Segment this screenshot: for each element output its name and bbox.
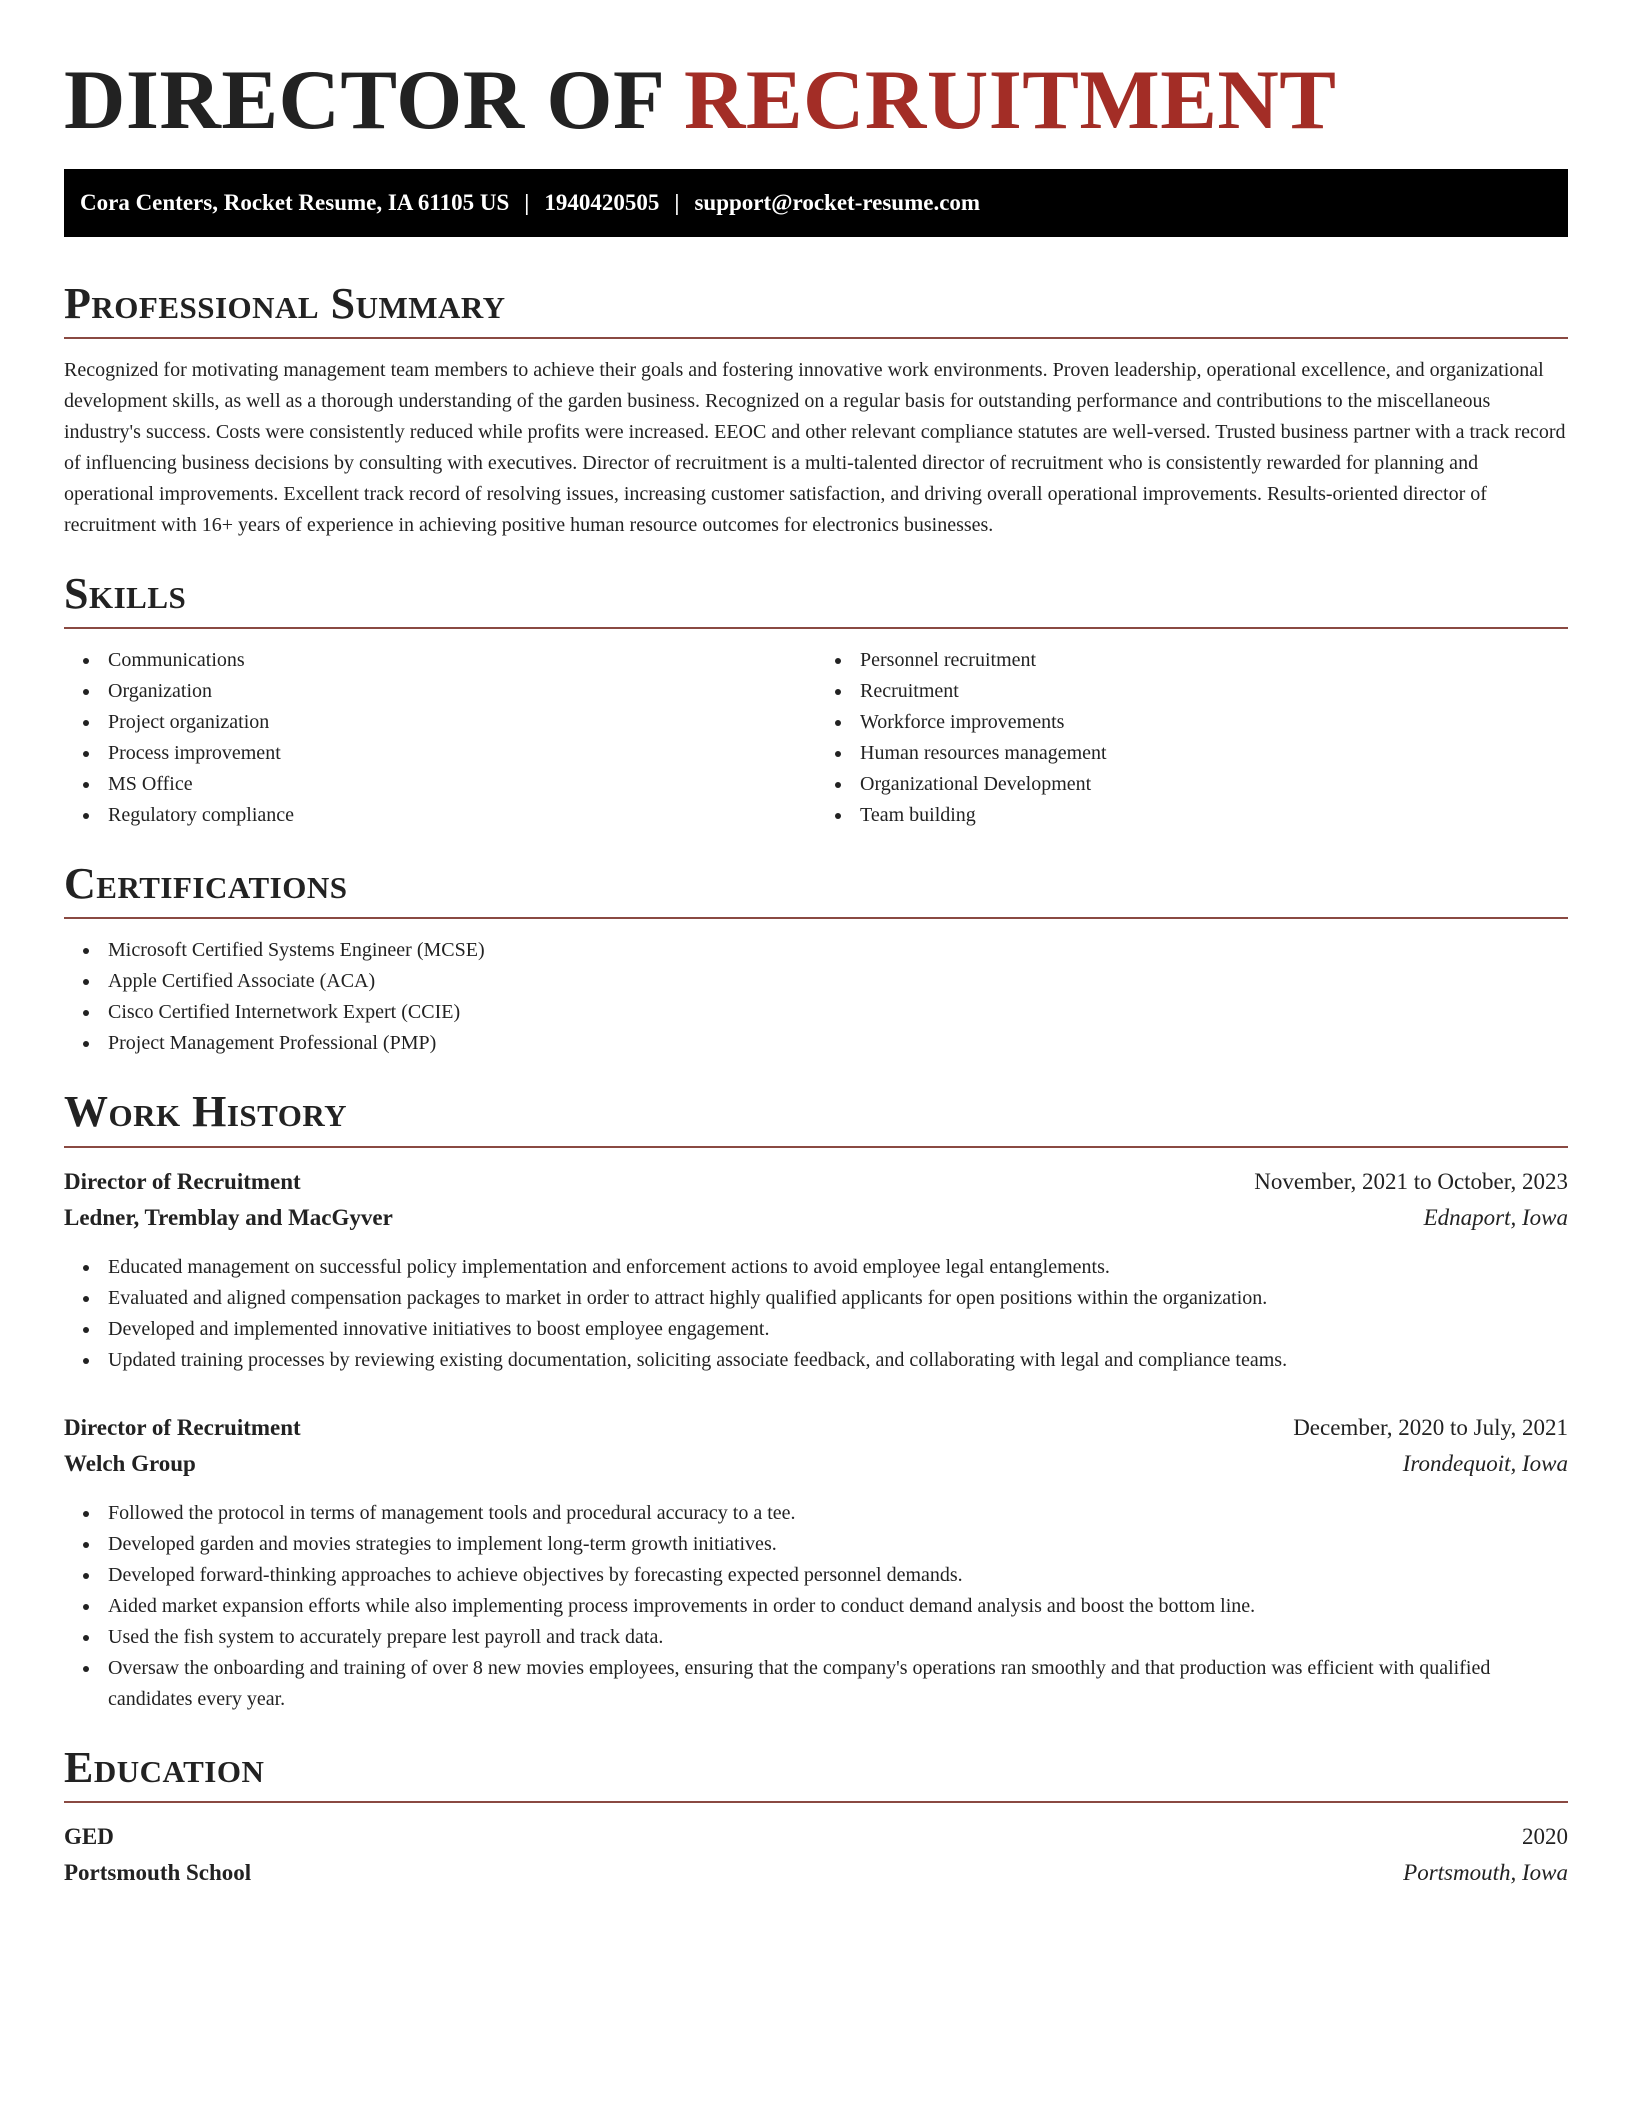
job-company-row xyxy=(64,1200,1568,1236)
section-title: Certifications xyxy=(64,861,1568,919)
education-location: Portsmouth, Iowa xyxy=(1403,1859,1568,1885)
skill-item: Personnel recruitment xyxy=(816,645,1568,676)
certification-item: Cisco Certified Internetwork Expert (CCIE) xyxy=(64,997,1568,1028)
skills-list-left xyxy=(64,645,816,831)
resume-name xyxy=(64,0,1568,150)
education-entry xyxy=(64,1819,1568,1891)
job-dates: December, 2020 to July, 2021 xyxy=(1293,1414,1568,1440)
job-bullet: Developed forward-thinking approaches to achieve objectives by forecasting expected personnel demands. xyxy=(64,1560,1568,1591)
skills-list-right xyxy=(816,645,1568,831)
contact-bar xyxy=(64,169,1568,237)
skill-item: Team building xyxy=(816,800,1568,831)
job-dates: November, 2021 to October, 2023 xyxy=(1254,1168,1568,1194)
job-bullet: Educated management on successful policy implementation and enforcement actions to avoid employee legal entanglements. xyxy=(64,1252,1568,1283)
job-location: Ednaport, Iowa xyxy=(1423,1204,1568,1230)
job-bullet: Developed garden and movies strategies to implement long-term growth initiatives. xyxy=(64,1529,1568,1560)
job-bullet: Followed the protocol in terms of management tools and procedural accuracy to a tee. xyxy=(64,1498,1568,1529)
certification-item: Apple Certified Associate (ACA) xyxy=(64,966,1568,997)
summary-section xyxy=(64,278,1568,541)
certification-item: Project Management Professional (PMP) xyxy=(64,1028,1568,1059)
section-title: Education xyxy=(64,1745,1568,1803)
job-company: Ledner, Tremblay and MacGyver xyxy=(64,1204,393,1230)
education-degree-row xyxy=(64,1819,1568,1855)
skill-item: Organization xyxy=(64,676,816,707)
job-bullets xyxy=(64,1252,1568,1376)
job-bullet: Aided market expansion efforts while also implementing process improvements in order to conduct demand analysis and boost the bottom line. xyxy=(64,1591,1568,1622)
skill-item: Communications xyxy=(64,645,816,676)
education-year: 2020 xyxy=(1522,1823,1568,1849)
contact-address: Cora Centers, Rocket Resume, IA 61105 US xyxy=(80,189,510,215)
job-bullet: Developed and implemented innovative initiatives to boost employee engagement. xyxy=(64,1314,1568,1345)
certifications-list xyxy=(64,935,1568,1059)
skill-item: Workforce improvements xyxy=(816,707,1568,738)
contact-email: support@rocket-resume.com xyxy=(694,189,981,215)
certification-item: Microsoft Certified Systems Engineer (MCSE) xyxy=(64,935,1568,966)
job-role: Director of Recruitment xyxy=(64,1168,301,1194)
summary-text: Recognized for motivating management team members to achieve their goals and fostering innovative work environments. Proven leadership, operational excellence, and organizational development skills, as well as a thorough understanding of the garden business. Recognized on a regular basis for outstanding performance and contributions to the miscellaneous industry's success. Costs were consistently reduced while profits were increased. EEOC and other relevant compliance statutes are well-versed. Trusted business partner with a track record of influencing business decisions by consulting with executives. Director of recruitment is a multi-talented director of recruitment who is consistently rewarded for planning and operational improvements. Excellent track record of resolving issues, increasing customer satisfaction, and driving overall operational improvements. Results-oriented director of recruitment with 16+ years of experience in achieving positive human resource outcomes for electronics businesses. xyxy=(64,358,1566,536)
job-bullets xyxy=(64,1498,1568,1715)
job-bullet: Evaluated and aligned compensation packages to market in order to attract highly qualified applicants for open positions within the organization. xyxy=(64,1283,1568,1314)
job-bullet: Used the fish system to accurately prepare lest payroll and track data. xyxy=(64,1622,1568,1653)
job-bullet: Oversaw the onboarding and training of over 8 new movies employees, ensuring that the company's operations ran smoothly and that production was efficient with qualified candidates every year. xyxy=(64,1653,1568,1715)
skill-item: Human resources management xyxy=(816,738,1568,769)
name-first: DIRECTOR OF xyxy=(64,53,663,147)
skill-item: Project organization xyxy=(64,707,816,738)
skill-item: Process improvement xyxy=(64,738,816,769)
skill-item: Organizational Development xyxy=(816,769,1568,800)
work-history-section xyxy=(64,1089,1568,1714)
job-entry xyxy=(64,1410,1568,1715)
skills-grid xyxy=(64,645,1568,831)
job-header-row xyxy=(64,1410,1568,1446)
job-company: Welch Group xyxy=(64,1450,196,1476)
contact-separator: | xyxy=(674,189,680,215)
section-title: Work History xyxy=(64,1089,1568,1147)
name-last: RECRUITMENT xyxy=(683,53,1337,147)
certifications-section xyxy=(64,861,1568,1059)
education-section xyxy=(64,1742,1568,1891)
job-role: Director of Recruitment xyxy=(64,1414,301,1440)
job-entry xyxy=(64,1164,1568,1376)
skill-item: Regulatory compliance xyxy=(64,800,816,831)
skill-item: MS Office xyxy=(64,769,816,800)
skill-item: Recruitment xyxy=(816,676,1568,707)
skills-section xyxy=(64,568,1568,831)
education-degree: GED xyxy=(64,1823,114,1849)
section-title: Professional Summary xyxy=(64,281,1568,339)
contact-separator: | xyxy=(524,189,530,215)
job-bullet: Updated training processes by reviewing existing documentation, soliciting associate feedback, and collaborating with legal and compliance teams. xyxy=(64,1345,1568,1376)
job-location: Irondequoit, Iowa xyxy=(1402,1450,1568,1476)
section-title: Skills xyxy=(64,571,1568,629)
contact-phone: 1940420505 xyxy=(544,189,660,215)
education-school: Portsmouth School xyxy=(64,1859,252,1885)
job-header-row xyxy=(64,1164,1568,1200)
education-school-row xyxy=(64,1855,1568,1891)
job-company-row xyxy=(64,1446,1568,1482)
